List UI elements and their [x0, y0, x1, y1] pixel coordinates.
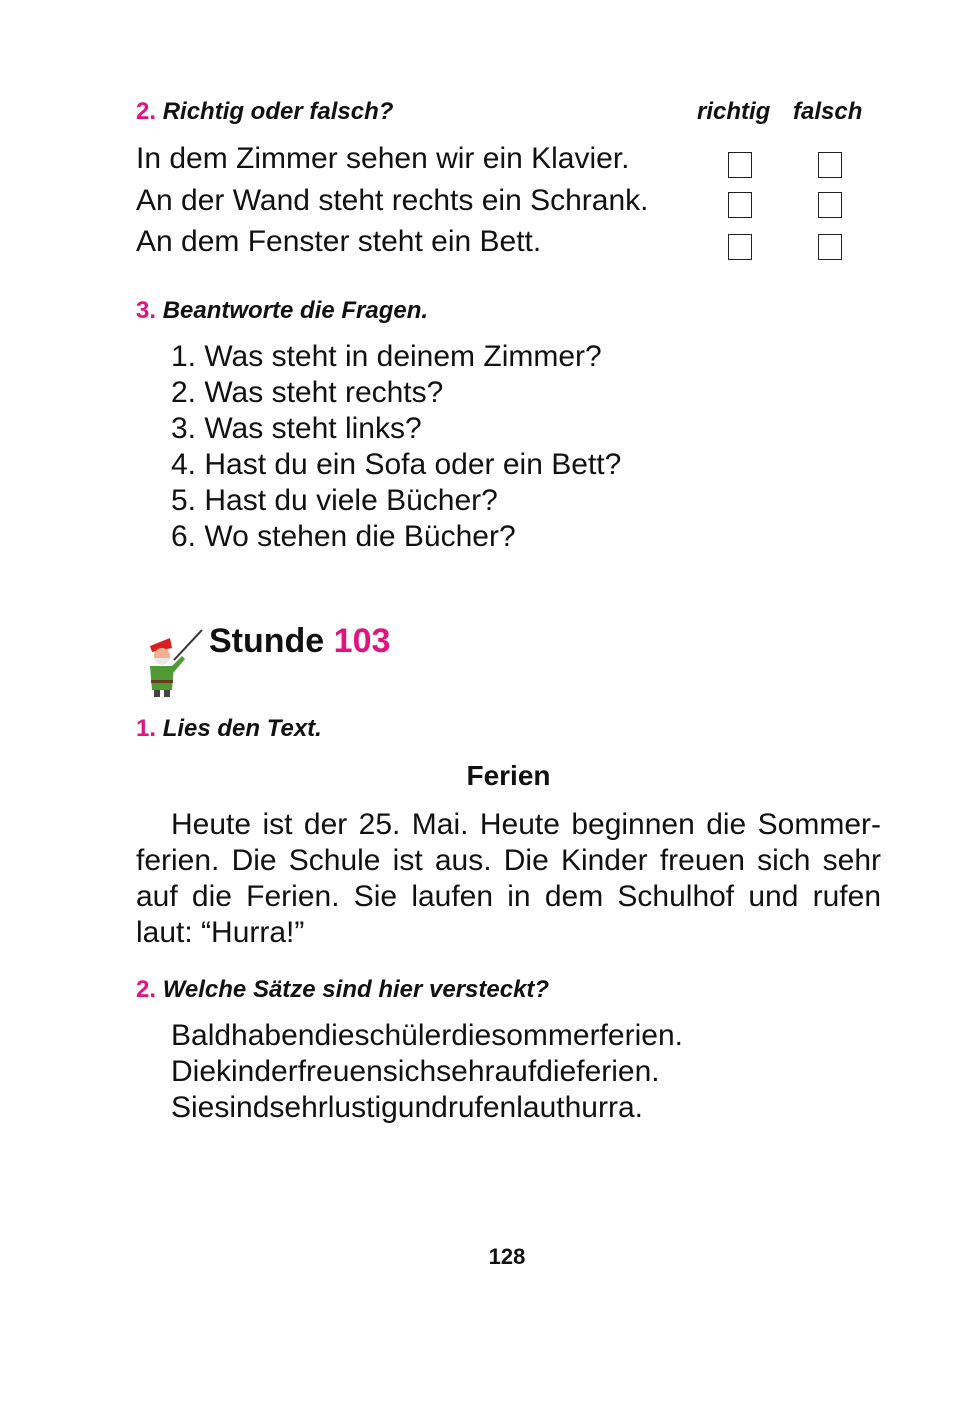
list-item: Baldhabendieschülerdiesommerferien.: [171, 1019, 683, 1052]
reading-text: Heute ist der 25. Mai. Heute beginnen die Sommer-ferien. Die Schule ist aus. Die Kinder freuen sich sehr auf die Ferien. Sie laufen in dem Schulhof und rufen laut: “Hurra!”: [136, 808, 881, 949]
list-item: 2. Was steht rechts?: [171, 376, 444, 409]
statement-1: In dem Zimmer sehen wir ein Klavier.: [136, 142, 630, 175]
checkbox-falsch-1[interactable]: [818, 152, 842, 178]
list-item: 1. Was steht in deinem Zimmer?: [171, 340, 602, 373]
checkbox-falsch-3[interactable]: [818, 234, 842, 260]
lesson-heading: [209, 622, 390, 661]
task3-number: 3.: [136, 297, 157, 324]
checkbox-richtig-1[interactable]: [728, 152, 752, 178]
lesson-task2-instruction: Welche Sätze sind hier versteckt?: [162, 976, 550, 1003]
text-title: Ferien: [466, 760, 551, 791]
task2-heading: [136, 98, 393, 126]
question-list: [171, 339, 621, 555]
statement-2: An der Wand steht rechts ein Schrank.: [136, 184, 649, 217]
list-item: 3. Was steht links?: [171, 412, 422, 445]
checkbox-richtig-3[interactable]: [728, 234, 752, 260]
column-header-falsch: falsch: [793, 98, 863, 125]
list-item: 5. Hast du viele Bücher?: [171, 484, 498, 517]
task3-heading: [136, 297, 428, 325]
checkbox-richtig-2[interactable]: [728, 192, 752, 218]
dwarf-pointer-icon: [140, 626, 206, 700]
task2-instruction: Richtig oder falsch?: [162, 98, 394, 125]
page-number: 128: [488, 1244, 526, 1269]
statement-3: An dem Fenster steht ein Bett.: [136, 225, 542, 258]
list-item: Siesindsehrlustigundrufenlauthurra.: [171, 1091, 643, 1124]
column-header-richtig: richtig: [697, 98, 771, 125]
lesson-task2-number: 2.: [136, 976, 157, 1003]
lesson-task2-heading: [136, 976, 549, 1004]
hidden-sentences: [171, 1018, 683, 1126]
lesson-number: 103: [333, 622, 391, 660]
lesson-task1-instruction: Lies den Text.: [162, 715, 322, 742]
list-item: Diekinderfreuensichsehraufdieferien.: [171, 1055, 660, 1088]
lesson-task1-number: 1.: [136, 715, 157, 742]
list-item: 6. Wo stehen die Bücher?: [171, 520, 516, 553]
lesson-word: Stunde: [209, 622, 325, 660]
task2-number: 2.: [136, 98, 157, 125]
list-item: 4. Hast du ein Sofa oder ein Bett?: [171, 448, 622, 481]
task3-instruction: Beantworte die Fragen.: [162, 297, 429, 324]
lesson-task1-heading: [136, 715, 322, 743]
checkbox-falsch-2[interactable]: [818, 192, 842, 218]
